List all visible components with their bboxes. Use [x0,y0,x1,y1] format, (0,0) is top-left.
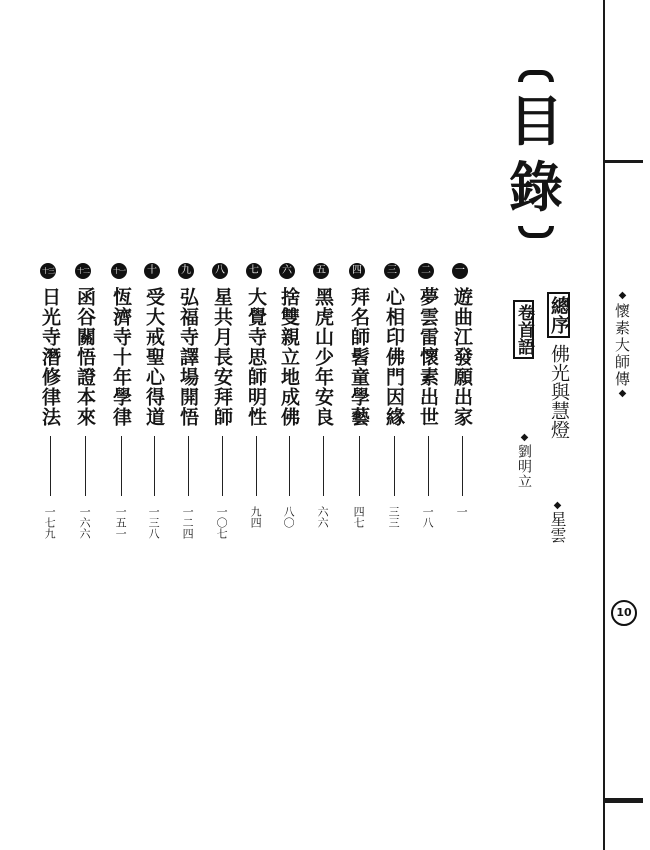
foreword-line [513,300,534,359]
chapter-number-badge: 三 [384,263,400,279]
leader-line [359,436,360,496]
title-char: 錄 [509,155,563,219]
chapter-number-badge: 八 [212,263,228,279]
preface-author-line [549,500,565,543]
chapter-number-badge: 五 [313,263,329,279]
toc-entry[interactable] [417,258,440,528]
chapter-number-badge: 十三 [40,263,56,279]
chapter-number-badge: 九 [178,263,194,279]
leader-line [394,436,395,496]
margin-rule-top-mark [603,160,643,163]
toc-entry[interactable] [39,258,62,539]
toc-entry[interactable] [74,258,97,539]
chapter-title: 星共月長安拜師 [211,287,233,427]
foreword-author: 劉明立 [516,444,532,489]
chapter-title: 遊曲江發願出家 [451,287,473,427]
chapter-page-number: 六六 [316,506,330,528]
leader-line [222,436,223,496]
leader-line [428,436,429,496]
chapter-number-badge: 二 [418,263,434,279]
preface-label: 總序 [547,292,570,338]
leader-line [50,436,51,496]
toc-title [509,70,563,238]
diamond-icon: ◆ [519,432,530,444]
leader-line [188,436,189,496]
chapter-page-number: 一 [455,506,469,517]
leader-line [121,436,122,496]
leader-line [289,436,290,496]
chapter-title: 弘福寺譯場開悟 [177,287,199,427]
chapter-number-badge: 七 [246,263,262,279]
preface-line [547,292,570,439]
chapter-page-number: 一二四 [181,506,195,539]
chapter-title: 夢雲雷懷素出世 [417,287,439,427]
chapter-title: 黑虎山少年安良 [312,287,334,427]
running-title [614,290,629,401]
book-title: 懷素大師傳 [613,303,631,388]
toc-entry[interactable] [383,258,406,528]
chapter-number-badge: 一 [452,263,468,279]
toc-entry[interactable] [245,258,268,528]
preface-subtitle: 佛光與慧燈 [548,344,570,439]
title-bracket-top [518,70,554,82]
chapter-page-number: 一〇七 [215,506,229,539]
chapter-title: 捨雙親立地成佛 [278,287,300,427]
toc-entry[interactable] [177,258,200,539]
chapter-number-badge: 十一 [111,263,127,279]
margin-rule [603,0,605,850]
title-bracket-bottom [518,226,554,238]
chapter-title: 恆濟寺十年學律 [110,287,132,427]
toc-entry[interactable] [278,258,301,528]
chapter-page-number: 一八 [421,506,435,528]
diamond-icon: ◆ [617,388,628,401]
leader-line [462,436,463,496]
chapter-title: 大覺寺思師明性 [245,287,267,427]
chapter-title: 受大戒聖心得道 [143,287,165,427]
chapter-number-badge: 十 [144,263,160,279]
chapter-page-number: 九四 [249,506,263,528]
chapter-page-number: 三三 [387,506,401,528]
diamond-icon: ◆ [617,290,628,303]
chapter-number-badge: 四 [349,263,365,279]
chapter-page-number: 八〇 [282,506,296,528]
chapter-title: 日光寺潛修律法 [39,287,61,427]
toc-entry[interactable] [312,258,335,528]
toc-entry[interactable] [348,258,371,528]
toc-entry[interactable] [451,258,474,517]
toc-entry[interactable] [211,258,234,539]
chapter-page-number: 一七九 [43,506,57,539]
leader-line [85,436,86,496]
chapter-title: 拜名師髫童學藝 [348,287,370,427]
margin-rule-bottom-mark [603,798,643,803]
chapter-page-number: 一五一 [114,506,128,539]
chapter-page-number: 一三八 [147,506,161,539]
chapter-number-badge: 十二 [75,263,91,279]
foreword-author-line [517,432,531,489]
leader-line [323,436,324,496]
toc-entry[interactable] [143,258,166,539]
chapter-title: 心相印佛門因緣 [383,287,405,427]
preface-author: 星雲 [548,511,567,543]
diamond-icon: ◆ [552,500,563,511]
leader-line [256,436,257,496]
chapter-page-number: 一六六 [78,506,92,539]
chapter-title: 函谷關悟證本來 [74,287,96,427]
toc-entry[interactable] [110,258,133,539]
chapter-page-number: 四七 [352,506,366,528]
foreword-label: 卷首語 [513,300,534,359]
chapter-number-badge: 六 [279,263,295,279]
page-number: 10 [611,600,637,626]
leader-line [154,436,155,496]
title-char: 目 [509,89,563,153]
